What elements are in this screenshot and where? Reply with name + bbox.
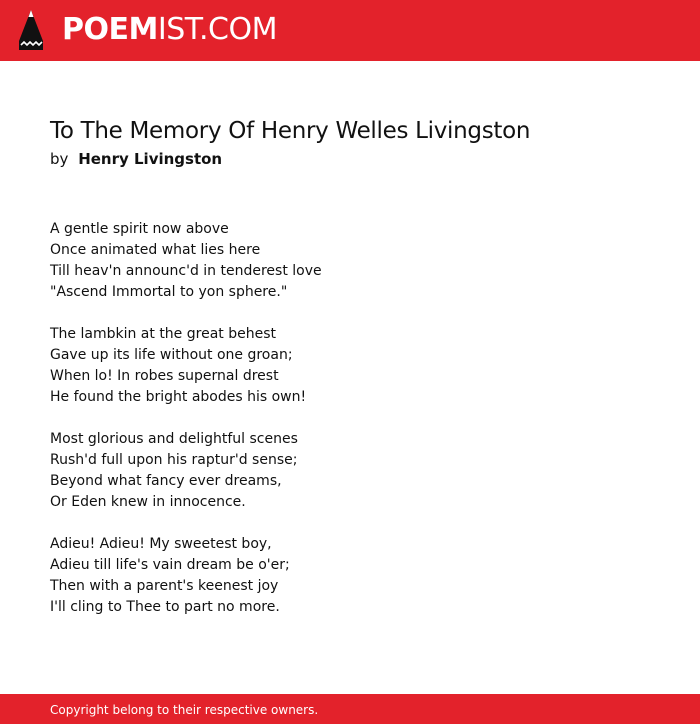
- poem-line: When lo! In robes supernal drest: [50, 368, 279, 384]
- poem-line: The lambkin at the great behest: [50, 326, 276, 342]
- poem-title: To The Memory Of Henry Welles Livingston: [50, 118, 531, 144]
- poem-line: Adieu till life's vain dream be o'er;: [50, 557, 290, 573]
- site-header: [0, 0, 700, 61]
- poem-line: Rush'd full upon his raptur'd sense;: [50, 452, 298, 468]
- poem-line: Once animated what lies here: [50, 242, 261, 258]
- poem-line: Adieu! Adieu! My sweetest boy,: [50, 536, 272, 552]
- poem-line: "Ascend Immortal to yon sphere.": [50, 284, 288, 300]
- poem-line: Then with a parent's keenest joy: [50, 578, 279, 594]
- author-name[interactable]: Henry Livingston: [78, 150, 223, 168]
- stanza: [50, 324, 322, 408]
- poem-line: Till heav'n announc'd in tenderest love: [50, 263, 322, 279]
- poem-line: He found the bright abodes his own!: [50, 389, 307, 405]
- poem-line: Most glorious and delightful scenes: [50, 431, 298, 447]
- poem-line: Beyond what fancy ever dreams,: [50, 473, 282, 489]
- stanza: [50, 219, 322, 303]
- site-footer: [0, 694, 700, 724]
- poem-line: I'll cling to Thee to part no more.: [50, 599, 280, 615]
- poem-line: Gave up its life without one groan;: [50, 347, 293, 363]
- poem-line: Or Eden knew in innocence.: [50, 494, 246, 510]
- poem-line: A gentle spirit now above: [50, 221, 229, 237]
- copyright-text: Copyright belong to their respective owners.: [50, 703, 319, 717]
- by-label: by: [50, 150, 69, 168]
- stanza: [50, 534, 322, 618]
- poem-body: [50, 219, 322, 639]
- site-logo[interactable]: [62, 11, 277, 49]
- byline: [50, 149, 222, 169]
- logo-light-text: IST.COM: [157, 12, 277, 47]
- logo-bold-text: POEM: [62, 12, 158, 47]
- stanza: [50, 429, 322, 513]
- pencil-tip-icon[interactable]: [17, 9, 45, 51]
